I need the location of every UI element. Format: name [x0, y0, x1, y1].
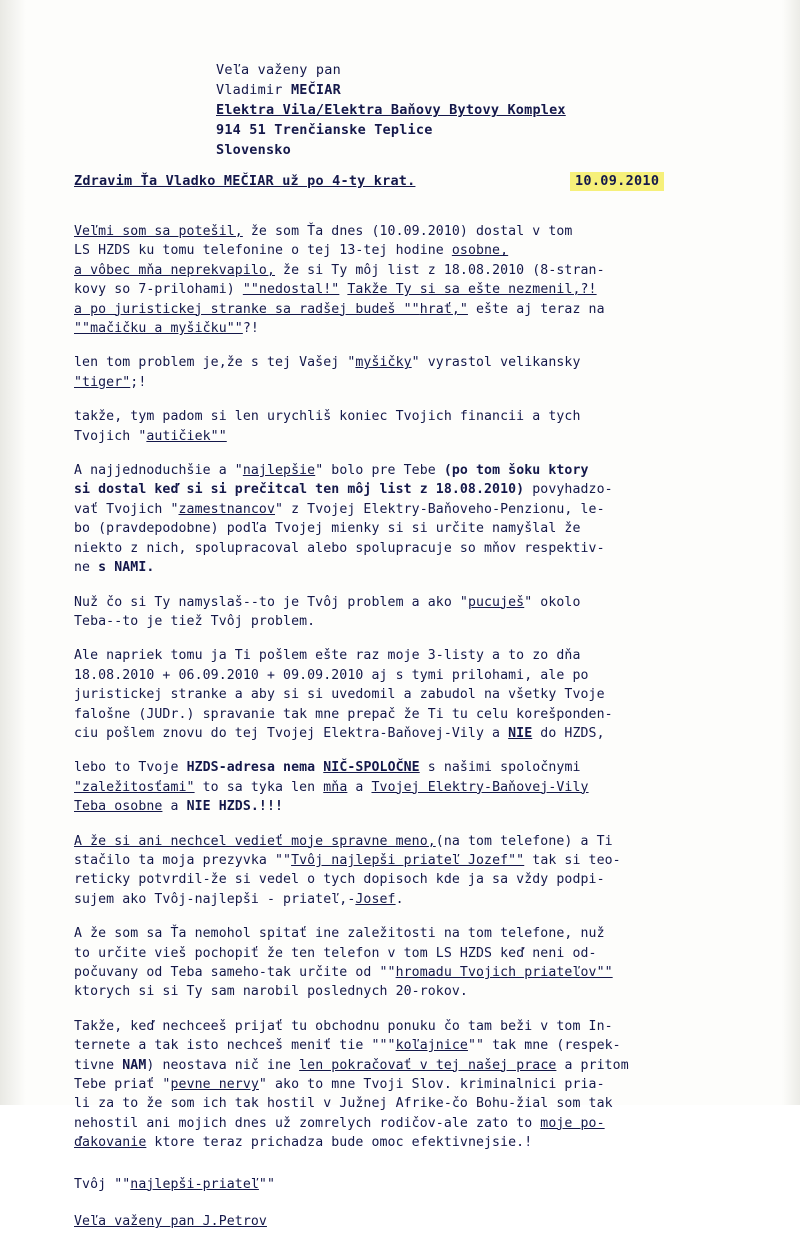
address-line-1: Veľa važeny pan [216, 62, 341, 78]
paragraph: lebo to Tvoje HZDS-adresa nema NIČ-SPOLOČNE s našimi spoločnymi "zaležitosťami" to sa tyka len mňa a Tvojej Elektry-Baňovej-Vily Teba osobne a NIE HZDS.!!! [74, 760, 589, 815]
address-last-name: MEČIAR [290, 82, 341, 98]
address-line-3: Elektra Vila/Elektra Baňovy Bytovy Komplex [216, 102, 566, 118]
signature-suffix: "" [258, 1176, 276, 1192]
paragraph: A že som sa Ťa nemohol spitať ine zaležitosti na tom telefone, nuž to určite vieš pochopiť že ten telefon v tom LS HZDS keď neni od- počuvany od Teba sameho-tak určite od ""hromadu Tvojich priateľov"" ktorych si si Ty sam narobil poslednych 20-rokov. [74, 926, 613, 1000]
date-stamp: 10.09.2010 [570, 172, 664, 191]
address-block [216, 60, 566, 160]
paragraph: Veľmi som sa potešil, že som Ťa dnes (10.09.2010) dostal v tom LS HZDS ku tomu telefonine o tej 13-tej hodine osobne, a vôbec mňa neprekvapilo, že si Ty môj list z 18.08.2010 (8-stran- kovy so 7-prilohami) ""nedostal!" Takže Ty si sa ešte nezmenil,?! a po juristickej stranke sa radšej budeš ""hrať," ešte aj teraz na ""mačičku a myšičku""?! [74, 224, 605, 337]
greeting-line: Zdravim Ťa Vladko MEČIAR už po 4-ty krat. [74, 173, 416, 189]
address-first-name: Vladimir [216, 82, 291, 98]
address-line-4: 914 51 Trenčianske Teplice [216, 122, 433, 138]
address-line-2 [216, 80, 566, 100]
address-line-5: Slovensko [216, 142, 291, 158]
signature-name: najlepši-priateľ [130, 1176, 259, 1192]
paragraph: takže, tym padom si len urychliš koniec Tvojich financii a tych Tvojich "autičiek"" [74, 409, 581, 444]
paragraph: Takže, keď nechceeš prijať tu obchodnu ponuku čo tam beži v tom In- ternete a tak isto nechceš meniť tie """koľajnice"" tak mne (respek- tivne NAM) neostava nič ine len pokračovať v tej našej prace a pritom Tebe priať "pevne nervy" ako to mne Tvoji Slov. kriminalnici pria- li za to že som ich tak hostil v Južnej Afrike-čo Bohu-žial som tak nehostil ani mojich dnes už zomrelych rodičov-ale zato to moje po- ďakovanie ktore teraz prichadza bude omoc efektivnejsie.! [74, 1018, 629, 1151]
sender-name: Veľa važeny pan J.Petrov [74, 1214, 267, 1230]
paragraph: Nuž čo si Ty namyslaš--to je Tvôj problem a ako "pucuješ" okolo Teba--to je tiež Tvôj problem. [74, 594, 581, 629]
signature-line [74, 1175, 742, 1194]
paragraph: A najjednoduchšie a "najlepšie" bolo pre Tebe (po tom šoku ktory si dostal keď si si prečitcal ten môj list z 18.08.2010) povyhadzo- vať Tvojich "zamestnancov" z Tvojej Elektry-Baňoveho-Penzionu, le- bo (pravdepodobne) podľa Tvojej mienky si si určite namyšlal že niekto z nich, spolupracoval alebo spolupracuje so mňov respektiv- ne s NAMI. [74, 463, 613, 576]
paragraph: len tom problem je,že s tej Vašej "myšičky" vyrastol velikansky "tiger";! [74, 355, 581, 390]
signature-prefix: Tvôj "" [74, 1176, 131, 1192]
letter-body [74, 222, 742, 1246]
paragraph: Ale napriek tomu ja Ti pošlem ešte raz moje 3-listy a to zo dňa 18.08.2010 + 06.09.2010 + 09.09.2010 aj s tymi prilohami, ale po juristickej stranke a aby si si uvedomil a zabudol na všetky Tvoje falošne (JUDr.) spravanie tak mne prepač že Ti tu celu korešponden- ciu pošlem znovu do tej Tvojej Elektra-Baňovej-Vily a NIE do HZDS, [74, 648, 613, 741]
paragraph: A že si ani nechcel vedieť moje spravne meno,(na tom telefone) a Ti stačilo ta moja prezyvka ""Tvôj najlepši priateľ Jozef"" tak si teo- reticky potvrdil-že si vedel o tych dopisoch kde ja sa vždy podpi- sujem ako Tvôj-najlepši - priateľ,-Josef. [74, 833, 621, 907]
